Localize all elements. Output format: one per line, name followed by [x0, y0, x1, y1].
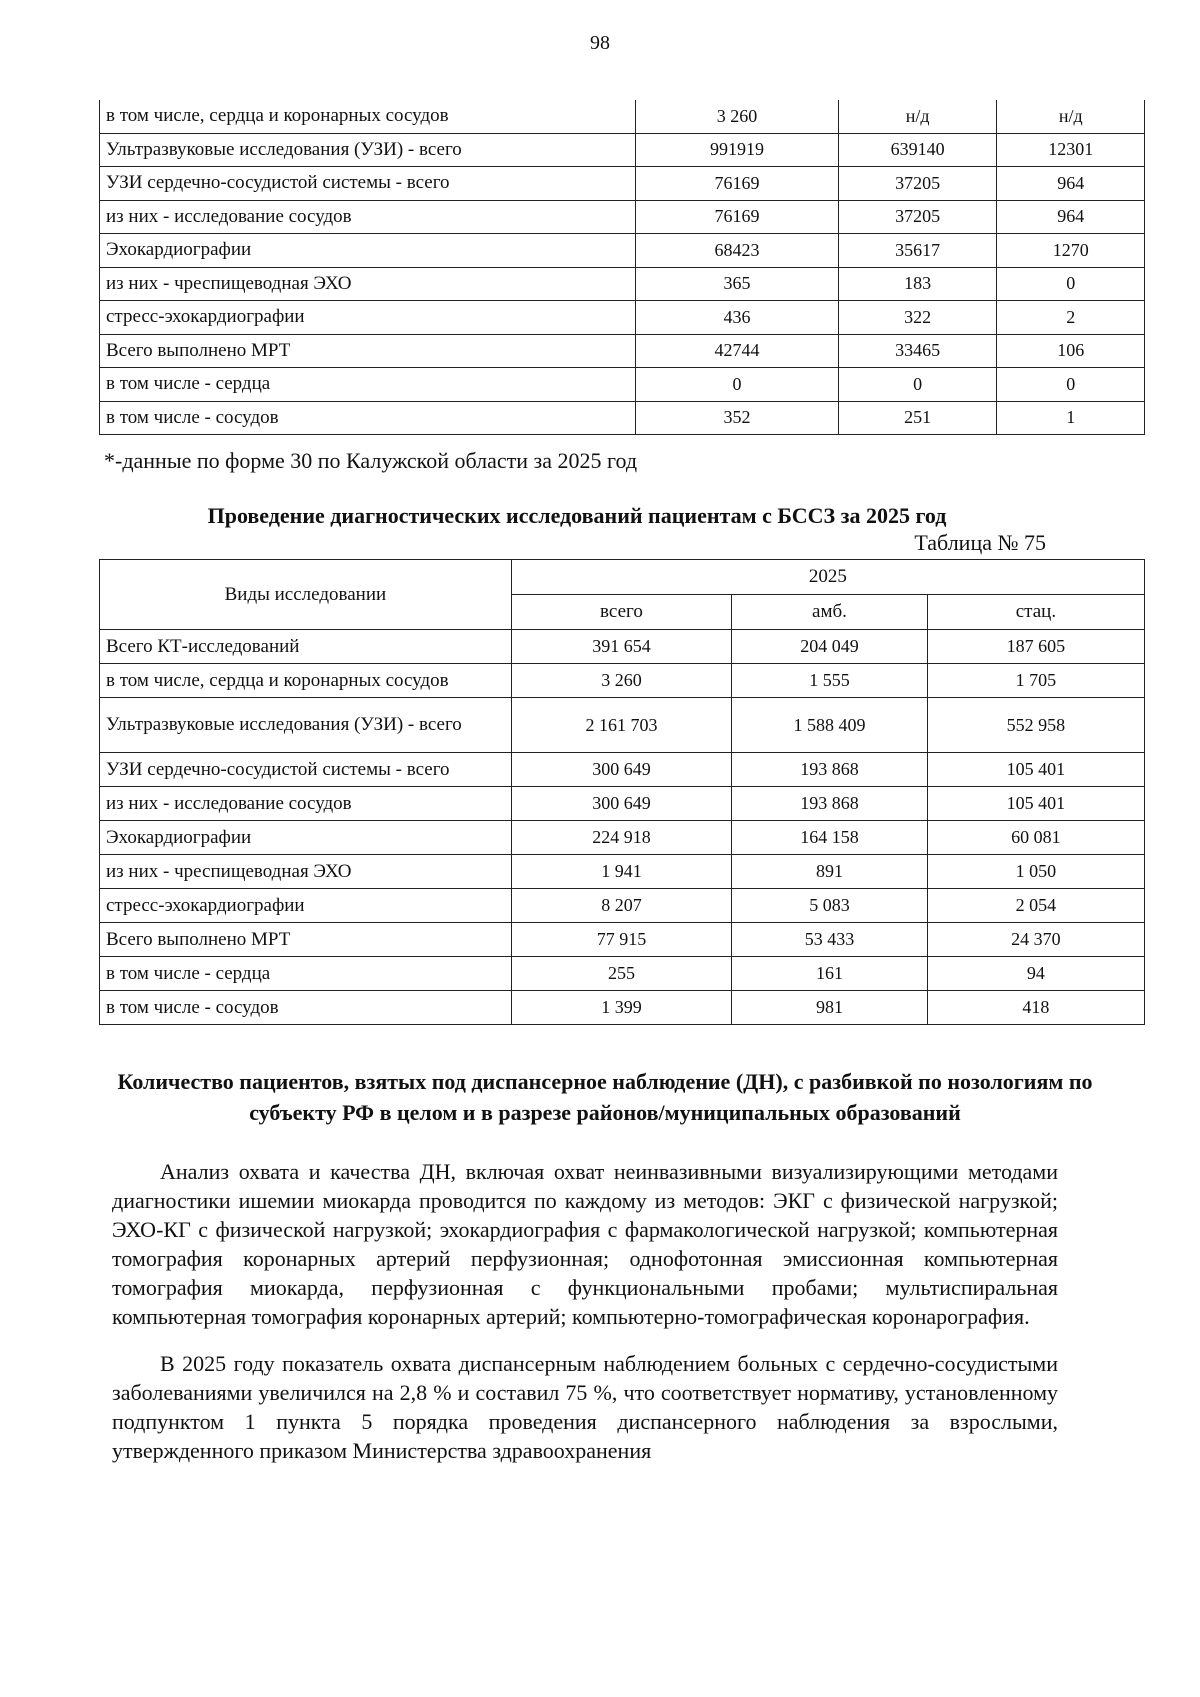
row-value: 2 161 703 — [511, 698, 731, 753]
table-row — [100, 698, 1145, 753]
page-number: 98 — [590, 32, 610, 54]
table-row — [100, 167, 1145, 201]
table-row — [100, 267, 1145, 301]
row-value: 161 — [732, 957, 928, 991]
table-row — [100, 234, 1145, 268]
table-row — [100, 753, 1145, 787]
table-row — [100, 368, 1145, 402]
table-number: Таблица № 75 — [914, 530, 1046, 555]
row-value: 37205 — [838, 200, 997, 234]
row-value: 964 — [997, 200, 1145, 234]
section-title-dispensary: Количество пациентов, взятых под диспансерное наблюдение (ДН), с разбивкой по нозологиям по субъекту РФ в целом и в разрезе районов/муниципальных образований — [117, 1069, 1093, 1125]
row-label: Эхокардиографии — [100, 821, 512, 855]
row-value: 77 915 — [511, 923, 731, 957]
row-value: 552 958 — [927, 698, 1144, 753]
row-value: 42744 — [636, 334, 839, 368]
row-value: 53 433 — [732, 923, 928, 957]
row-value: 981 — [732, 991, 928, 1025]
row-value: 0 — [997, 368, 1145, 402]
row-label: из них - чреспищеводная ЭХО — [100, 855, 512, 889]
row-value: 1 705 — [927, 664, 1144, 698]
row-label: Всего выполнено МРТ — [100, 923, 512, 957]
row-value: 436 — [636, 301, 839, 335]
row-label: из них - исследование сосудов — [100, 787, 512, 821]
row-value: 224 918 — [511, 821, 731, 855]
row-label: стресс-эхокардиографии — [100, 889, 512, 923]
table-row — [100, 923, 1145, 957]
diagnostics-table-body — [100, 630, 1145, 1025]
row-label: в том числе - сосудов — [100, 991, 512, 1025]
row-value: 251 — [838, 401, 997, 435]
row-value: 76169 — [636, 167, 839, 201]
row-value: 105 401 — [927, 787, 1144, 821]
row-label: Ультразвуковые исследования (УЗИ) - всего — [100, 698, 512, 753]
row-value: 0 — [636, 368, 839, 402]
row-value: 639140 — [838, 133, 997, 167]
row-value: 300 649 — [511, 753, 731, 787]
row-value: 68423 — [636, 234, 839, 268]
row-value: 300 649 — [511, 787, 731, 821]
row-value: 204 049 — [732, 630, 928, 664]
row-value: 1 941 — [511, 855, 731, 889]
header-study-type: Виды исследовании — [100, 560, 512, 630]
row-label: в том числе - сосудов — [100, 401, 636, 435]
row-value: 0 — [838, 368, 997, 402]
row-value: 2 — [997, 301, 1145, 335]
row-label: из них - исследование сосудов — [100, 200, 636, 234]
row-value: 1270 — [997, 234, 1145, 268]
row-value: н/д — [997, 100, 1145, 133]
row-value: 1 588 409 — [732, 698, 928, 753]
table-continuation-body — [100, 100, 1145, 435]
row-label: Ультразвуковые исследования (УЗИ) - всего — [100, 133, 636, 167]
row-label: в том числе - сердца — [100, 368, 636, 402]
row-label: Всего выполнено МРТ — [100, 334, 636, 368]
row-value: 0 — [997, 267, 1145, 301]
row-label: в том числе, сердца и коронарных сосудов — [100, 100, 636, 133]
row-value: 12301 — [997, 133, 1145, 167]
row-value: 105 401 — [927, 753, 1144, 787]
table-row — [100, 100, 1145, 133]
row-value: 5 083 — [732, 889, 928, 923]
footnote: *-данные по форме 30 по Калужской области за 2025 год — [104, 448, 638, 473]
row-value: 891 — [732, 855, 928, 889]
row-value: 391 654 — [511, 630, 731, 664]
row-value: 3 260 — [636, 100, 839, 133]
row-value: 37205 — [838, 167, 997, 201]
row-value: 1 399 — [511, 991, 731, 1025]
row-value: 183 — [838, 267, 997, 301]
row-value: 322 — [838, 301, 997, 335]
row-value: 187 605 — [927, 630, 1144, 664]
row-value: 418 — [927, 991, 1144, 1025]
table-continuation — [99, 100, 1145, 435]
row-value: 964 — [997, 167, 1145, 201]
paragraph-coverage: В 2025 году показатель охвата диспансерным наблюдением больных с сердечно-сосудистыми заболеваниями увеличился на 2,8 % и составил 75 %, что соответствует нормативу, установленному подпунктом 1 пункта 5 порядка проведения диспансерного наблюдения за взрослыми, утвержденного приказом Министерства здравоохранения — [112, 1351, 1058, 1463]
row-value: 193 868 — [732, 787, 928, 821]
row-value: 3 260 — [511, 664, 731, 698]
row-label: стресс-эхокардиографии — [100, 301, 636, 335]
row-value: 1 050 — [927, 855, 1144, 889]
table-row — [100, 821, 1145, 855]
row-label: Всего КТ-исследований — [100, 630, 512, 664]
table-row — [100, 200, 1145, 234]
row-value: 1 — [997, 401, 1145, 435]
row-label: в том числе, сердца и коронарных сосудов — [100, 664, 512, 698]
row-value: 35617 — [838, 234, 997, 268]
table-row — [100, 991, 1145, 1025]
row-value: 94 — [927, 957, 1144, 991]
row-value: 2 054 — [927, 889, 1144, 923]
paragraph-analysis: Анализ охвата и качества ДН, включая охват неинвазивными визуализирующими методами диагностики ишемии миокарда проводится по каждому из методов: ЭКГ с физической нагрузкой; ЭХО-КГ с физической нагрузкой; эхокардиография с фармакологической нагрузкой; компьютерная томография коронарных артерий перфузионная; однофотонная эмиссионная компьютерная томография миокарда, перфузионная с функциональными пробами; мультиспиральная компьютерная томография коронарных артерий; компьютерно-томографическая коронарография. — [112, 1159, 1058, 1329]
row-value: 164 158 — [732, 821, 928, 855]
table-row — [100, 855, 1145, 889]
header-total: всего — [511, 595, 731, 630]
row-value: 365 — [636, 267, 839, 301]
table-row — [100, 889, 1145, 923]
row-value: 33465 — [838, 334, 997, 368]
row-value: 1 555 — [732, 664, 928, 698]
table-row — [100, 334, 1145, 368]
table-row — [100, 630, 1145, 664]
row-label: УЗИ сердечно-сосудистой системы - всего — [100, 753, 512, 787]
row-value: 60 081 — [927, 821, 1144, 855]
header-outpatient: амб. — [732, 595, 928, 630]
diagnostics-table — [99, 559, 1145, 1025]
table-row — [100, 133, 1145, 167]
row-value: 106 — [997, 334, 1145, 368]
row-value: 255 — [511, 957, 731, 991]
table-row — [100, 664, 1145, 698]
table-row — [100, 401, 1145, 435]
row-value: 24 370 — [927, 923, 1144, 957]
header-year: 2025 — [511, 560, 1144, 595]
row-label: УЗИ сердечно-сосудистой системы - всего — [100, 167, 636, 201]
table-row — [100, 787, 1145, 821]
header-inpatient: стац. — [927, 595, 1144, 630]
row-label: в том числе - сердца — [100, 957, 512, 991]
row-value: 991919 — [636, 133, 839, 167]
row-value: н/д — [838, 100, 997, 133]
row-value: 193 868 — [732, 753, 928, 787]
table-row — [100, 957, 1145, 991]
row-value: 352 — [636, 401, 839, 435]
row-label: Эхокардиографии — [100, 234, 636, 268]
table-row — [100, 301, 1145, 335]
row-value: 8 207 — [511, 889, 731, 923]
section-title-diagnostics: Проведение диагностических исследований пациентам с БССЗ за 2025 год — [207, 503, 947, 528]
row-label: из них - чреспищеводная ЭХО — [100, 267, 636, 301]
row-value: 76169 — [636, 200, 839, 234]
